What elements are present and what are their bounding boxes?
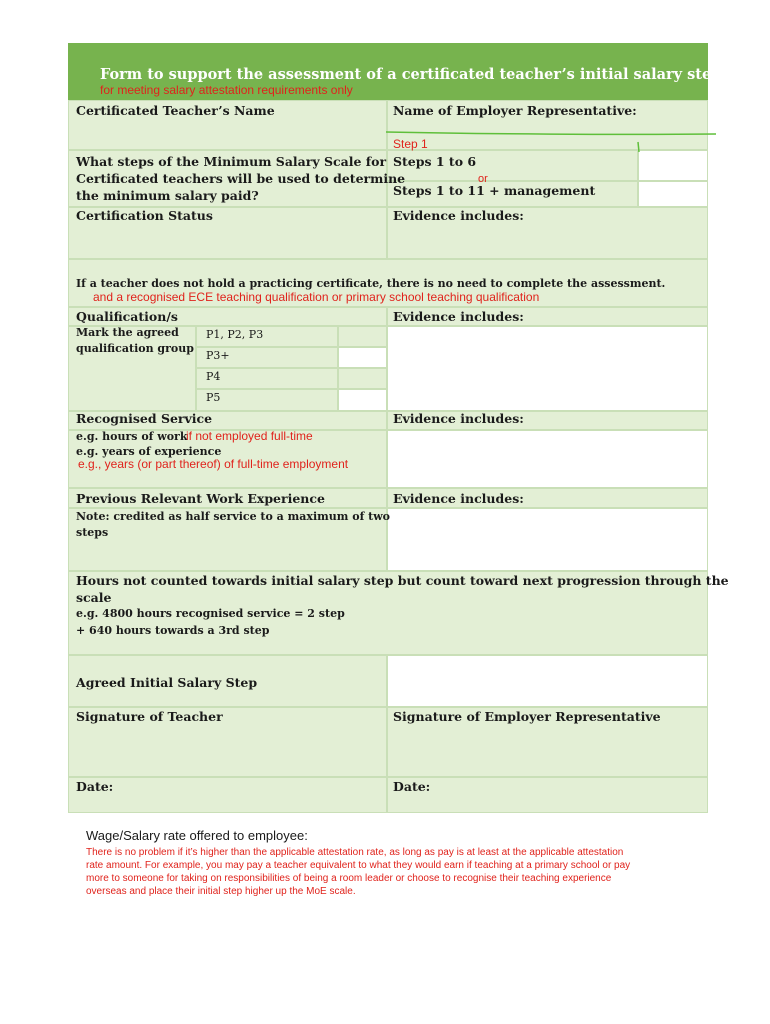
- prev-work-note-line1: Note: credited as half service to a maximum of two: [76, 510, 391, 523]
- example-line1: e.g. 4800 hours recognised service = 2 step: [76, 607, 345, 620]
- employer-signature-label: Signature of Employer Representative: [393, 709, 661, 724]
- teacher-date-label: Date:: [76, 779, 114, 794]
- mark-group-line2: qualification group: [76, 342, 194, 355]
- service-evidence-label: Evidence includes:: [393, 411, 524, 426]
- qual-group-label: P5: [206, 391, 221, 404]
- step1-note: Step 1: [393, 137, 428, 151]
- wage-note-line2: rate amount. For example, you may pay a teacher equivalent to what they would earn if teaching at a primary school or pay: [86, 860, 631, 871]
- annotation-tick: [638, 142, 639, 152]
- qual-group-label: P4: [206, 370, 221, 383]
- prev-work-evidence-label: Evidence includes:: [393, 491, 524, 506]
- certification-evidence-label: Evidence includes:: [393, 208, 524, 223]
- steps-option1: Steps 1 to 6: [393, 154, 477, 169]
- hours-note: if not employed full-time: [186, 429, 313, 443]
- prev-work-label: Previous Relevant Work Experience: [76, 491, 325, 506]
- steps-question-line1: What steps of the Minimum Salary Scale for: [76, 154, 387, 169]
- no-certificate-note: If a teacher does not hold a practicing certificate, there is no need to complete the assessment.: [76, 277, 666, 290]
- wage-note-line1: There is no problem if it’s higher than the applicable attestation rate, as long as pay is at least at the applicable attestation: [86, 847, 624, 858]
- wage-note-line4: overseas and place their initial step higher up the MoE scale.: [86, 886, 356, 897]
- form-title: Form to support the assessment of a certificated teacher’s initial salary step: [100, 66, 722, 83]
- steps-option2: Steps 1 to 11 + management: [393, 183, 596, 198]
- qual-group-label: P1, P2, P3: [206, 328, 264, 341]
- teacher-name-label: Certificated Teacher’s Name: [76, 103, 275, 118]
- or-note: or: [478, 173, 488, 185]
- steps-question-line3: the minimum salary paid?: [76, 188, 259, 203]
- certification-label: Certification Status: [76, 208, 213, 223]
- agreed-step-label: Agreed Initial Salary Step: [76, 675, 258, 690]
- annotation-line: [386, 132, 716, 134]
- qualification-label: Qualification/s: [76, 309, 178, 324]
- hours-not-counted-line1: Hours not counted towards initial salary step but count toward next progression through the: [76, 573, 729, 588]
- qualification-evidence-label: Evidence includes:: [393, 309, 524, 324]
- steps-question-line2: Certificated teachers will be used to determine: [76, 171, 406, 186]
- years-note: e.g., years (or part thereof) of full-time employment: [78, 457, 349, 471]
- example-line2: + 640 hours towards a 3rd step: [76, 624, 270, 637]
- qual-group-label: P3+: [206, 349, 230, 362]
- prev-work-note-line2: steps: [76, 526, 109, 539]
- hours-of-work: e.g. hours of work: [76, 430, 188, 443]
- mark-group-line1: Mark the agreed: [76, 326, 179, 339]
- employer-rep-label: Name of Employer Representative:: [393, 103, 637, 118]
- wage-note-line3: more to someone for taking on responsibilities of being a room leader or choose to recognise their teaching experience: [86, 873, 612, 884]
- hours-not-counted-line2: scale: [76, 590, 112, 605]
- recognised-service-label: Recognised Service: [76, 411, 213, 426]
- employer-date-label: Date:: [393, 779, 431, 794]
- years-experience: e.g. years of experience: [76, 445, 222, 458]
- ece-note: and a recognised ECE teaching qualification or primary school teaching qualification: [93, 290, 540, 304]
- teacher-signature-label: Signature of Teacher: [76, 709, 223, 724]
- wage-rate-label: Wage/Salary rate offered to employee:: [86, 828, 308, 843]
- form-subtitle: for meeting salary attestation requirements only: [100, 83, 353, 97]
